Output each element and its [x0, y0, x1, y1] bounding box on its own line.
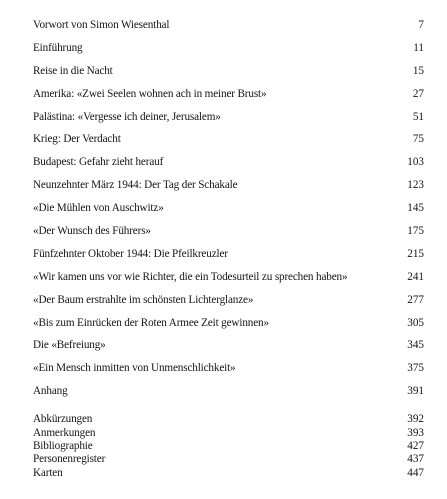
- toc-entry-title: Fünfzehnter Oktober 1944: Die Pfeilkreuzler: [33, 247, 228, 260]
- toc-entry-page: 391: [407, 385, 424, 398]
- toc-entry: [33, 18, 424, 41]
- toc-entry-page: 27: [412, 87, 424, 100]
- appendix-entry-title: Personenregister: [33, 453, 106, 466]
- toc-entry: [33, 110, 424, 133]
- toc-entry: [33, 361, 424, 384]
- appendix-entry: [33, 466, 424, 479]
- toc-entry-page: 51: [412, 110, 424, 123]
- toc-entry-page: 305: [407, 316, 424, 329]
- toc-entry-title: Palästina: «Vergesse ich deiner, Jerusalem»: [33, 110, 221, 123]
- toc-entry-page: 345: [407, 339, 424, 352]
- toc-entry-title: Amerika: «Zwei Seelen wohnen ach in meiner Brust»: [33, 87, 267, 100]
- appendix-entry-page: 447: [407, 466, 424, 479]
- appendix-entry: [33, 439, 424, 452]
- appendix-entry: [33, 452, 424, 465]
- toc-entry-title: Die «Befreiung»: [33, 339, 106, 352]
- toc-entry-page: 145: [407, 202, 424, 215]
- appendix-entry-title: Karten: [33, 466, 63, 479]
- toc-entry: [33, 41, 424, 64]
- appendix-entry-page: 427: [407, 439, 424, 452]
- toc-entry-page: 277: [407, 293, 424, 306]
- toc-entry-title: «Bis zum Einrücken der Roten Armee Zeit gewinnen»: [33, 316, 269, 329]
- toc-entry-page: 175: [407, 225, 424, 238]
- toc-entry: [33, 178, 424, 201]
- toc-entry-page: 241: [407, 270, 424, 283]
- toc-entry-page: 7: [418, 19, 424, 31]
- toc-entry-title: Einführung: [33, 41, 83, 54]
- toc-entry-title: «Ein Mensch inmitten von Unmenschlichkeit»: [33, 362, 236, 375]
- toc-entry-title: Vorwort von Simon Wiesenthal: [33, 19, 170, 31]
- toc-entry: [33, 224, 424, 247]
- toc-entry-title: «Der Wunsch des Führers»: [33, 225, 151, 238]
- toc-entry-page: 215: [407, 247, 424, 260]
- toc-entry-page: 103: [407, 156, 424, 169]
- toc-entry-title: Neunzehnter März 1944: Der Tag der Schakale: [33, 179, 238, 192]
- appendix-entry-title: Anmerkungen: [33, 426, 96, 439]
- toc-entry-title: «Der Baum erstrahlte im schönsten Lichterglanze»: [33, 293, 254, 306]
- toc-entry-title: Krieg: Der Verdacht: [33, 133, 121, 146]
- toc-entry-title: «Die Mühlen von Auschwitz»: [33, 202, 164, 215]
- toc-entry-page: 75: [412, 133, 424, 146]
- toc-entry-page: 11: [413, 41, 424, 54]
- toc-entry: [33, 338, 424, 361]
- appendix-entry: [33, 412, 424, 425]
- toc-entry: [33, 247, 424, 270]
- table-of-contents: [33, 18, 424, 479]
- appendix-entry-page: 393: [407, 426, 424, 439]
- toc-entry: [33, 316, 424, 339]
- toc-entry: [33, 87, 424, 110]
- toc-entry: [33, 64, 424, 87]
- toc-entry-page: 123: [407, 179, 424, 192]
- toc-entry-title: Budapest: Gefahr zieht herauf: [33, 156, 164, 169]
- toc-entry: [33, 201, 424, 224]
- appendix-entry-title: Abkürzungen: [33, 413, 93, 426]
- toc-entry-title: Anhang: [33, 385, 68, 398]
- toc-entry: [33, 384, 424, 407]
- appendix-entry-page: 392: [407, 413, 424, 426]
- toc-entry: [33, 132, 424, 155]
- toc-entry-page: 15: [412, 64, 424, 77]
- appendix-entry: [33, 426, 424, 439]
- toc-entry: [33, 270, 424, 293]
- appendix-entry-page: 437: [407, 453, 424, 466]
- toc-entry-page: 375: [407, 362, 424, 375]
- toc-entry-title: Reise in die Nacht: [33, 64, 113, 77]
- toc-entry: [33, 155, 424, 178]
- toc-entry-title: «Wir kamen uns vor wie Richter, die ein Todesurteil zu sprechen haben»: [33, 270, 348, 283]
- appendix-entry-title: Bibliographie: [33, 439, 93, 452]
- toc-entry: [33, 293, 424, 316]
